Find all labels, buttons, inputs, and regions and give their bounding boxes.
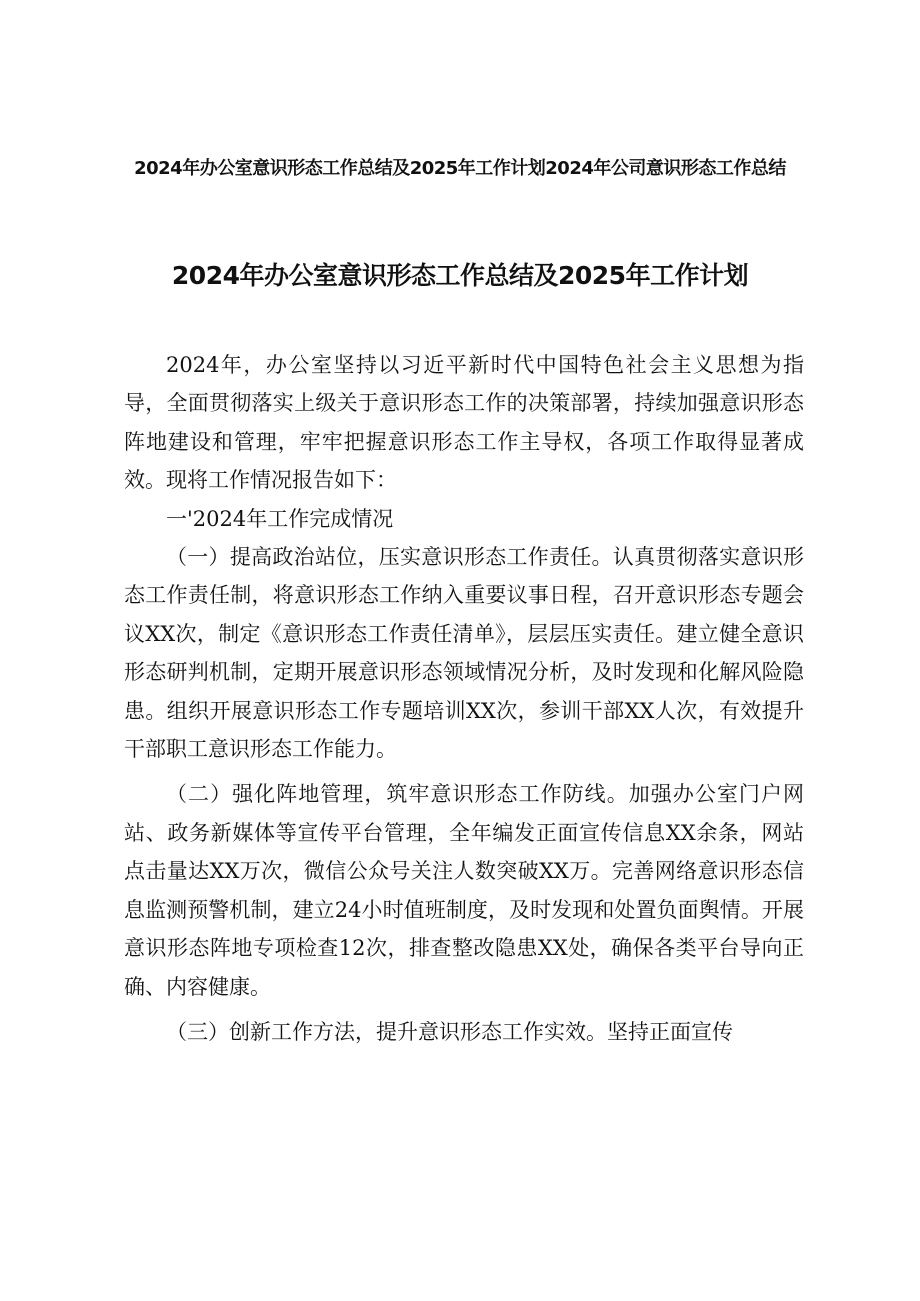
section-heading: 一'2024年工作完成情况	[166, 506, 394, 531]
intro-paragraph: 2024年，办公室坚持以习近平新时代中国特色社会主义思想为指导，全面贯彻落实上级关于意识形态工作的决策部署，持续加强意识形态阵地建设和管理，牢牢把握意识形态工作主导权，各项工作取得显著成效。现将工作情况报告如下：	[124, 353, 804, 493]
body-paragraph-3: （三）创新工作方法，提升意识形态工作实效。坚持正面宣传	[166, 1019, 733, 1044]
body-paragraph-2: （二）强化阵地管理，筑牢意识形态工作防线。加强办公室门户网站、政务新媒体等宣传平台管理，全年编发正面宣传信息XX余条，网站点击量达XX万次，微信公众号关注人数突破XX万。完善网络意识形态信息监测预警机制，建立24小时值班制度，及时发现和处置负面舆情。开展意识形态阵地专项检查12次，排查整改隐患XX处，确保各类平台导向正确、内容健康。	[124, 782, 804, 999]
document-title: 2024年办公室意识形态工作总结及2025年工作计划	[171, 261, 749, 290]
document-header: 2024年办公室意识形态工作总结及2025年工作计划2024年公司意识形态工作总结	[134, 158, 786, 179]
body-paragraph-1: （一）提高政治站位，压实意识形态工作责任。认真贯彻落实意识形态工作责任制，将意识形态工作纳入重要议事日程，召开意识形态专题会议XX次，制定《意识形态工作责任清单》，层层压实责任。建立健全意识形态研判机制，定期开展意识形态领域情况分析，及时发现和化解风险隐患。组织开展意识形态工作专题培训XX次，参训干部XX人次，有效提升干部职工意识形态工作能力。	[124, 545, 804, 762]
document-body	[124, 346, 804, 1051]
